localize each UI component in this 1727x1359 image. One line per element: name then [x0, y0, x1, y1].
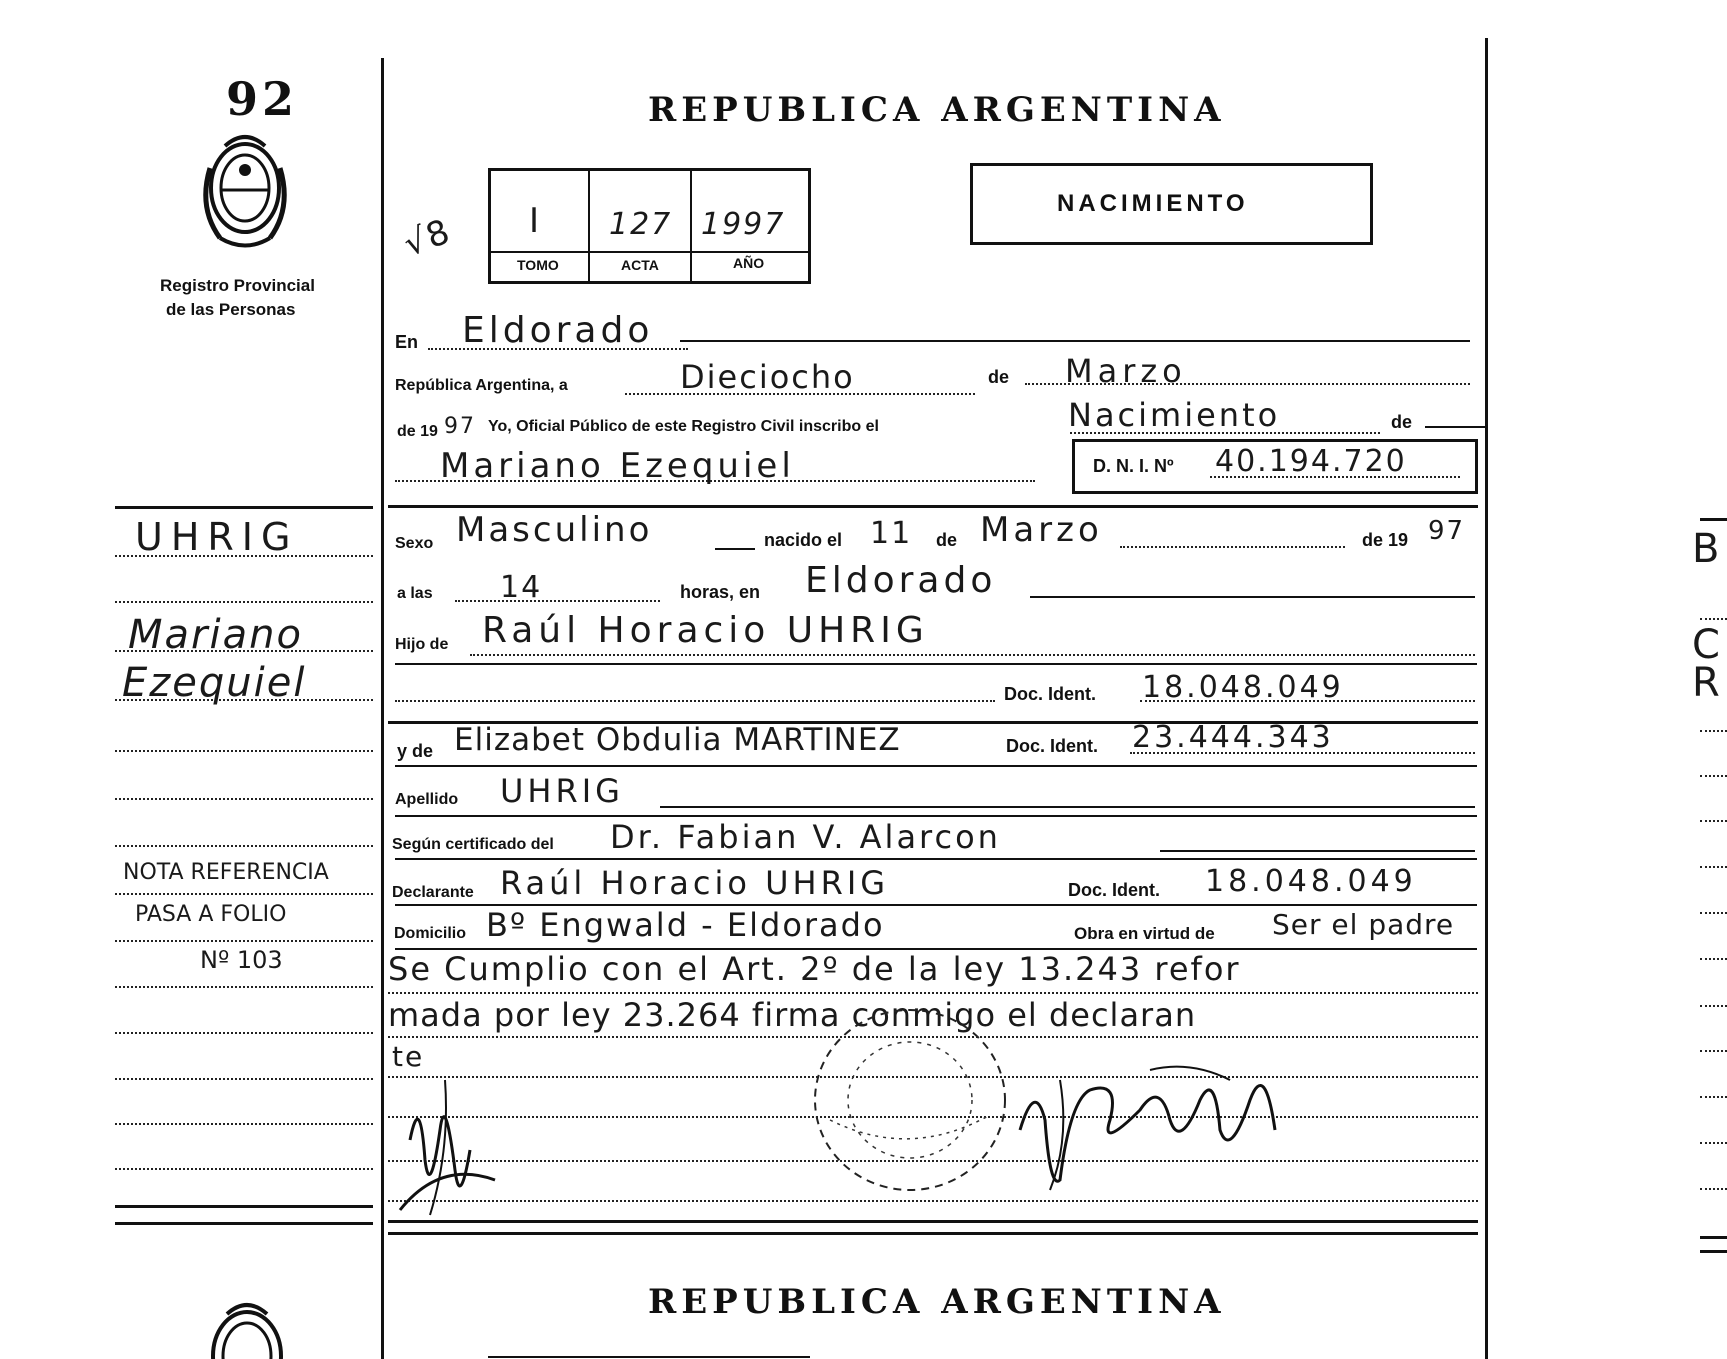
left-margin-rule — [115, 506, 373, 509]
republica-label: República Argentina, a — [395, 377, 568, 394]
declarant-doc-value: 18.048.049 — [1205, 864, 1417, 899]
month-value: Marzo — [1065, 352, 1187, 390]
main-frame-left-border — [381, 58, 384, 1359]
doc-ident-label-2: Doc. Ident. — [1006, 736, 1099, 756]
yde-label: y de — [397, 741, 434, 761]
birth-month-value: Marzo — [980, 510, 1103, 550]
hijo-label: Hijo de — [395, 636, 449, 653]
year-suffix-value: 97 — [444, 414, 476, 439]
domicilio-label: Domicilio — [394, 925, 467, 942]
record-type-label: NACIMIENTO — [1057, 190, 1249, 217]
note-line1: Se Cumplio con el Art. 2º de la ley 13.243 refor — [388, 950, 1241, 988]
doc-ident-label-1: Doc. Ident. — [1004, 684, 1097, 704]
tomo-acta-ano-table — [488, 168, 811, 284]
dni-value: 40.194.720 — [1215, 444, 1407, 479]
note-line2: mada por ley 23.264 firma conmigo el declaran — [388, 996, 1197, 1034]
registry-label-line2: de las Personas — [166, 300, 296, 319]
obra-label: Obra en virtud de — [1074, 924, 1215, 943]
country-title-next: REPUBLICA ARGENTINA — [648, 1282, 1226, 1322]
alas-label: a las — [397, 585, 433, 602]
country-title: REPUBLICA ARGENTINA — [648, 90, 1226, 130]
margin-given-name-line2: Ezequiel — [122, 660, 307, 706]
en-label: En — [395, 332, 419, 352]
registry-label-line1: Registro Provincial — [160, 276, 315, 295]
de-label-2: de — [1391, 412, 1413, 432]
address-value: Bº Engwald - Eldorado — [486, 906, 885, 944]
declarante-label: Declarante — [392, 884, 474, 901]
day-words-value: Dieciocho — [680, 358, 855, 396]
acta-label: ACTA — [621, 257, 659, 273]
margin-note-line1: NOTA REFERENCIA — [123, 860, 329, 885]
ano-label: AÑO — [733, 255, 765, 271]
doc-ident-label-3: Doc. Ident. — [1068, 880, 1161, 900]
apellido-label: Apellido — [395, 791, 459, 808]
mother-value: Elizabet Obdulia MARTINEZ — [454, 722, 901, 758]
dni-box — [1072, 439, 1478, 494]
ano-value: 1997 — [701, 207, 786, 242]
note-line3: te — [392, 1040, 425, 1073]
corner-mark: √8 — [398, 211, 457, 265]
birth-year-suffix-value: 97 — [1428, 516, 1466, 546]
act-kind-value: Nacimiento — [1068, 396, 1281, 434]
birth-day-value: 11 — [870, 516, 913, 551]
coat-of-arms-emblem — [190, 128, 300, 258]
mother-doc-value: 23.444.343 — [1132, 720, 1334, 755]
de-label-3: de — [936, 530, 958, 550]
segun-label: Según certificado del — [392, 836, 554, 853]
father-value: Raúl Horacio UHRIG — [482, 610, 929, 651]
place-value: Eldorado — [462, 310, 654, 351]
record-type-box — [970, 163, 1373, 245]
coat-of-arms-emblem-next — [192, 1296, 302, 1359]
sex-value: Masculino — [456, 510, 653, 550]
officer-signature — [390, 1070, 510, 1220]
de-label-1: de — [988, 367, 1010, 387]
hour-value: 14 — [500, 570, 543, 605]
tomo-label: TOMO — [517, 257, 559, 273]
margin-note-line3: Nº 103 — [200, 946, 283, 974]
official-seal-stamp — [800, 1000, 1020, 1200]
dni-label: D. N. I. Nº — [1093, 456, 1174, 476]
horas-label: horas, en — [680, 582, 761, 602]
birth-place-value: Eldorado — [805, 560, 997, 601]
margin-surname: UHRIG — [135, 515, 299, 559]
margin-note-line2: PASA A FOLIO — [135, 902, 287, 927]
sexo-label: Sexo — [395, 535, 434, 552]
year-prefix-label: de 19 — [397, 423, 438, 440]
surname-value: UHRIG — [500, 772, 624, 810]
capacity-value: Ser el padre — [1272, 908, 1455, 941]
tomo-value: I — [529, 201, 542, 241]
right-edge-letter2: C — [1692, 622, 1722, 668]
page-number: 92 — [226, 72, 299, 126]
certifier-value: Dr. Fabian V. Alarcon — [610, 818, 1001, 856]
father-doc-value: 18.048.049 — [1142, 670, 1344, 705]
declarant-value: Raúl Horacio UHRIG — [500, 864, 890, 902]
nacido-label: nacido el — [764, 530, 843, 550]
margin-given-name-line1: Mariano — [128, 612, 303, 658]
declarant-signature — [1000, 1040, 1330, 1200]
child-name-value: Mariano Ezequiel — [440, 446, 795, 486]
de19-label: de 19 — [1362, 530, 1409, 550]
oficial-text: Yo, Oficial Público de este Registro Civil inscribo el — [488, 418, 879, 435]
main-frame-right-border — [1485, 38, 1488, 1359]
acta-value: 127 — [609, 207, 673, 242]
right-edge-letter1: B — [1692, 526, 1722, 572]
right-edge-letter3: R — [1692, 660, 1722, 706]
